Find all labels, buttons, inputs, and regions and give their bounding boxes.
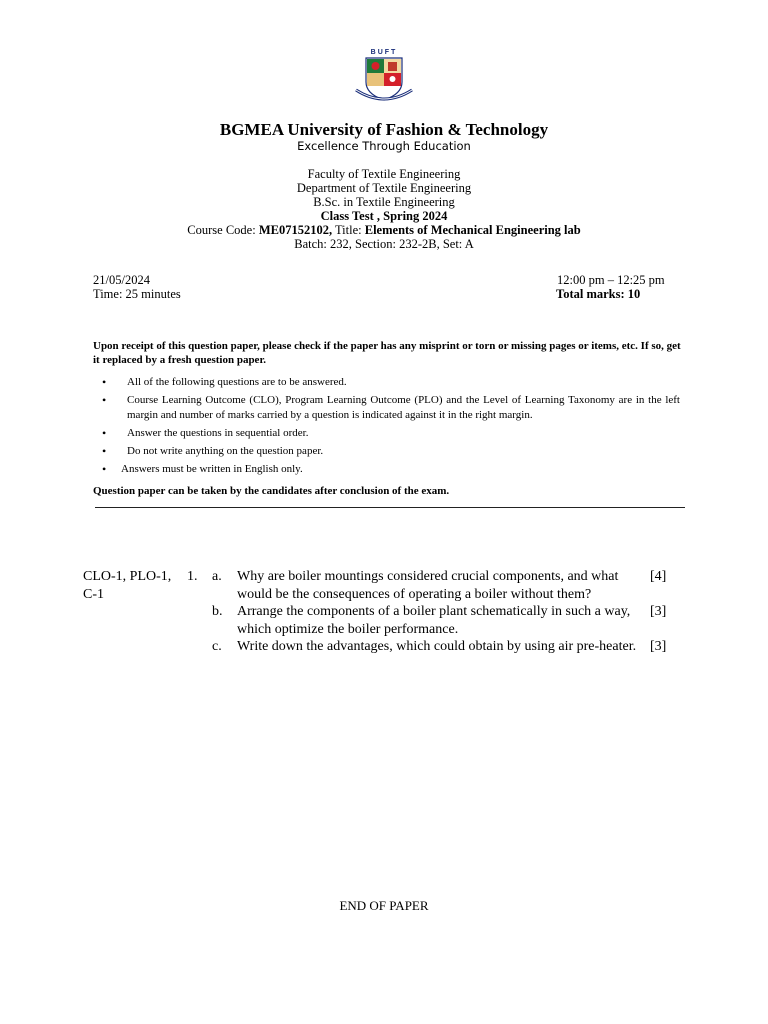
university-name: BGMEA University of Fashion & Technology — [219, 120, 549, 139]
title-label: Title: — [332, 223, 365, 237]
exam-date: 21/05/2024 — [93, 273, 150, 287]
bullet-icon: • — [102, 393, 107, 407]
bullet-icon: • — [102, 426, 107, 440]
logo-text: BUFT — [370, 49, 398, 56]
exam-time: 12:00 pm – 12:25 pm — [557, 273, 665, 287]
program: B.Sc. in Textile Engineering — [313, 195, 455, 209]
part-label-a: a. — [212, 569, 222, 584]
instruction-item — [100, 426, 680, 441]
instruction-text: Do not write anything on the question paper. — [127, 445, 324, 457]
course-title: Elements of Mechanical Engineering lab — [364, 223, 581, 237]
instruction-item — [100, 444, 680, 459]
instruction-item — [100, 393, 680, 423]
test-name: Class Test , Spring 2024 — [320, 209, 448, 223]
instructions-closing: Question paper can be taken by the candidates after conclusion of the exam. — [93, 485, 450, 497]
course-code: ME07152102, — [258, 223, 333, 237]
instruction-item — [100, 375, 680, 390]
instruction-text: Answers must be written in English only. — [121, 463, 303, 475]
instruction-text: Answer the questions in sequential order. — [127, 427, 309, 439]
question-number: 1. — [187, 569, 198, 584]
part-label-b: b. — [212, 604, 223, 619]
buft-crest-icon — [348, 46, 420, 106]
clo-plo-label: CLO-1, PLO-1, C-1 — [83, 569, 172, 602]
instruction-text: Course Learning Outcome (CLO), Program Learning Outcome (PLO) and the Level of Learning Taxonomy are in the left margin and number of marks carried by a question is indicated against it in the right margin. — [127, 394, 680, 421]
instruction-text: All of the following questions are to be answered. — [127, 376, 347, 388]
instruction-item — [100, 462, 680, 477]
bullet-icon: • — [102, 462, 107, 476]
end-of-paper: END OF PAPER — [339, 898, 429, 913]
part-marks-a: [4] — [650, 569, 667, 584]
part-label-c: c. — [212, 639, 222, 654]
part-text-a: Why are boiler mountings considered crucial components, and what would be the consequences of operating a boiler without them? — [237, 569, 619, 602]
bullet-icon: • — [102, 375, 107, 389]
university-logo — [348, 46, 420, 106]
course-code-label: Course Code: — [187, 223, 259, 237]
part-text-b: Arrange the components of a boiler plant schematically in such a way, which optimize the boiler performance. — [237, 604, 631, 637]
part-text-c: Write down the advantages, which could obtain by using air pre-heater. — [237, 639, 637, 654]
university-motto: Excellence Through Education — [297, 139, 471, 153]
part-marks-c: [3] — [650, 639, 667, 654]
part-marks-b: [3] — [650, 604, 667, 619]
total-marks: Total marks: 10 — [556, 287, 641, 301]
batch-info: Batch: 232, Section: 232-2B, Set: A — [294, 237, 474, 251]
bullet-icon: • — [102, 444, 107, 458]
instruction-list — [100, 375, 680, 480]
course-line — [0, 223, 768, 237]
department: Department of Textile Engineering — [296, 181, 472, 195]
divider — [95, 507, 685, 508]
faculty: Faculty of Textile Engineering — [307, 167, 461, 181]
exam-duration: Time: 25 minutes — [93, 287, 181, 301]
instructions-intro: Upon receipt of this question paper, please check if the paper has any misprint or torn or missing pages or items, etc. If so, get it replaced by a fresh question paper. — [93, 340, 681, 366]
